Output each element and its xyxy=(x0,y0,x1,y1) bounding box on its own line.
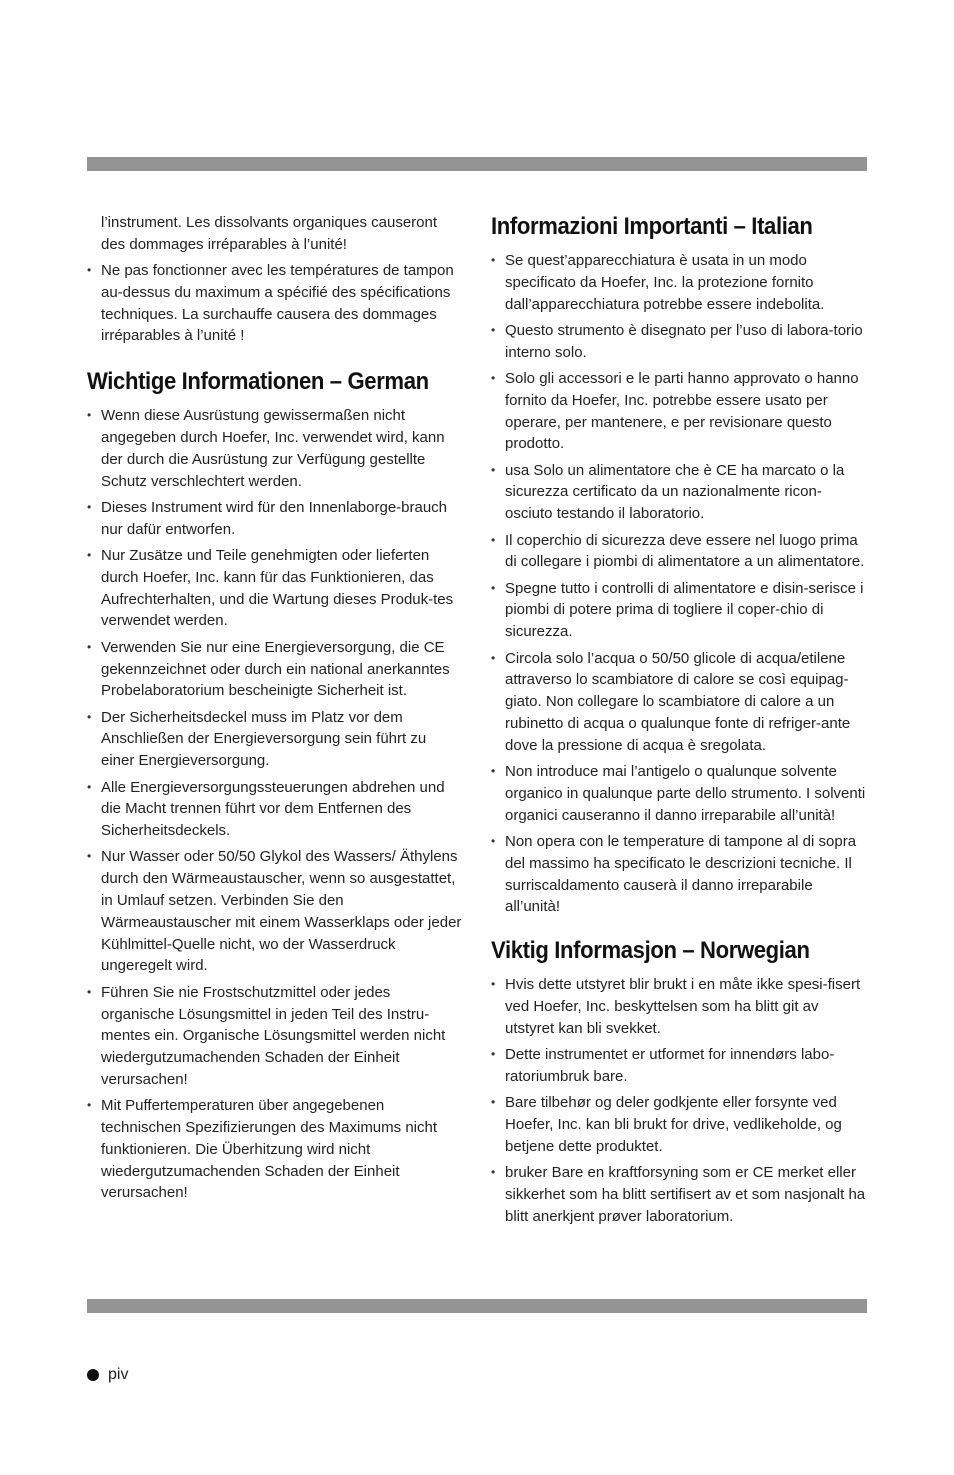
list-item: • Nur Wasser oder 50/50 Glykol des Wassers/ Äthylens durch den Wärmeaustauscher, wenn so ausgestattet, in Umlauf setzen. Verbinden Sie den Wärmeaustauscher mit einem Wasserklaps oder jeder Kühlmittel-Quelle nicht, wo der Wasserdruck ungeregelt wird. xyxy=(87,846,462,977)
list-item: • Ne pas fonctionner avec les températures de tampon au-dessus du maximum a spécifié des spécifications techniques. La surchauffe causera des dommages irréparables à l’unité ! xyxy=(87,260,462,347)
list-item: • bruker Bare en kraftforsyning som er CE merket eller sikkerhet som ha blitt sertifisert av et som nasjonalt ha blitt anerkjent prøver laboratorium. xyxy=(491,1162,866,1227)
list-item: • Circola solo l’acqua o 50/50 glicole di acqua/etilene attraverso lo scambiatore di calore se così equipag-giato. Non collegare lo scambiatore di calore a un rubinetto di acqua o qualunque fonte di refriger-ante dove la pressione di acqua è sregolata. xyxy=(491,648,866,757)
french-list xyxy=(87,260,462,347)
list-item: • Führen Sie nie Frostschutzmittel oder jedes organische Lösungsmittel in jeden Teil des Instru-mentes ein. Organische Lösungsmittel werden nicht wiedergutzumachenden Schaden der Einheit verursachen! xyxy=(87,982,462,1091)
right-column xyxy=(491,212,866,1232)
page-number: piv xyxy=(108,1366,129,1383)
list-item: • Hvis dette utstyret blir brukt i en måte ikke spesi-fisert ved Hoefer, Inc. beskyttelsen som ha blitt git av utstyret kan bli svekket. xyxy=(491,974,866,1039)
list-item: • Solo gli accessori e le parti hanno approvato o hanno fornito da Hoefer, Inc. potrebbe essere usato per operare, per mantenere, e per revisionare questo prodotto. xyxy=(491,368,866,455)
german-heading: Wichtige Informationen – German xyxy=(87,368,429,396)
list-item: • usa Solo un alimentatore che è CE ha marcato o la sicurezza certificato da un nazionalmente ricon-osciuto testando il laboratorio. xyxy=(491,460,866,525)
list-item: • Se quest’apparecchiatura è usata in un modo specificato da Hoefer, Inc. la protezione fornito dall’apparecchiatura potrebbe essere indebolita. xyxy=(491,250,866,315)
list-item: • Il coperchio di sicurezza deve essere nel luogo prima di collegare i piombi di alimentatore a un alimentatore. xyxy=(491,530,866,574)
page-footer xyxy=(87,1366,128,1384)
top-rule xyxy=(87,157,867,171)
french-continuation: l’instrument. Les dissolvants organiques causeront des dommages irréparables à l’unité! xyxy=(101,214,438,253)
bottom-rule xyxy=(87,1299,867,1313)
norwegian-heading: Viktig Informasjon – Norwegian xyxy=(491,937,810,965)
bullet-dot-icon xyxy=(87,1369,99,1381)
italian-heading: Informazioni Importanti – Italian xyxy=(491,213,813,240)
list-item: • Non opera con le temperature di tampone al di sopra del massimo ha specificato le descrizioni tecniche. Il surriscaldamento causerà il danno irreparabile all’unità! xyxy=(491,831,866,918)
list-item: • Verwenden Sie nur eine Energieversorgung, die CE gekennzeichnet oder durch ein national anerkanntes Probelaboratorium bescheinigte Sicherheit ist. xyxy=(87,637,462,702)
list-item: • Non introduce mai l’antigelo o qualunque solvente organico in qualunque parte dello strumento. I solventi organici causeranno il danno irreparabile all’unità! xyxy=(491,761,866,826)
list-item: • Wenn diese Ausrüstung gewissermaßen nicht angegeben durch Hoefer, Inc. verwendet wird, kann der durch die Ausrüstung zur Verfügung gestellte Schutz verschlechtert werden. xyxy=(87,405,462,492)
list-item: • Mit Puffertemperaturen über angegebenen technischen Spezifizierungen des Maximums nicht funktionieren. Die Überhitzung wird nicht wiedergutzumachenden Schaden der Einheit verursachen! xyxy=(87,1095,462,1204)
list-item: • Alle Energieversorgungssteuerungen abdrehen und die Macht trennen führt vor dem Entfernen des Sicherheitsdeckels. xyxy=(87,777,462,842)
list-item: • Der Sicherheitsdeckel muss im Platz vor dem Anschließen der Energieversorgung sein führt zu einer Energieversorgung. xyxy=(87,707,462,772)
list-item: • Questo strumento è disegnato per l’uso di labora-torio interno solo. xyxy=(491,320,866,364)
list-item: • Dette instrumentet er utformet for innendørs labo-ratoriumbruk bare. xyxy=(491,1044,866,1088)
norwegian-list xyxy=(491,974,866,1227)
list-item: • Dieses Instrument wird für den Innenlaborge-brauch nur dafür entworfen. xyxy=(87,497,462,541)
german-list xyxy=(87,405,462,1204)
left-column xyxy=(87,212,462,1209)
list-item: • Bare tilbehør og deler godkjente eller forsynte ved Hoefer, Inc. kan bli brukt for drive, vedlikeholde, og betjene dette produktet. xyxy=(491,1092,866,1157)
italian-list xyxy=(491,250,866,918)
list-item: • Spegne tutto i controlli di alimentatore e disin-serisce i piombi di potere prima di togliere il coper-chio di sicurezza. xyxy=(491,578,866,643)
list-item: • Nur Zusätze und Teile genehmigten oder lieferten durch Hoefer, Inc. kann für das Funktionieren, das Aufrechterhalten, und die Wartung dieses Produk-tes verwendet werden. xyxy=(87,545,462,632)
